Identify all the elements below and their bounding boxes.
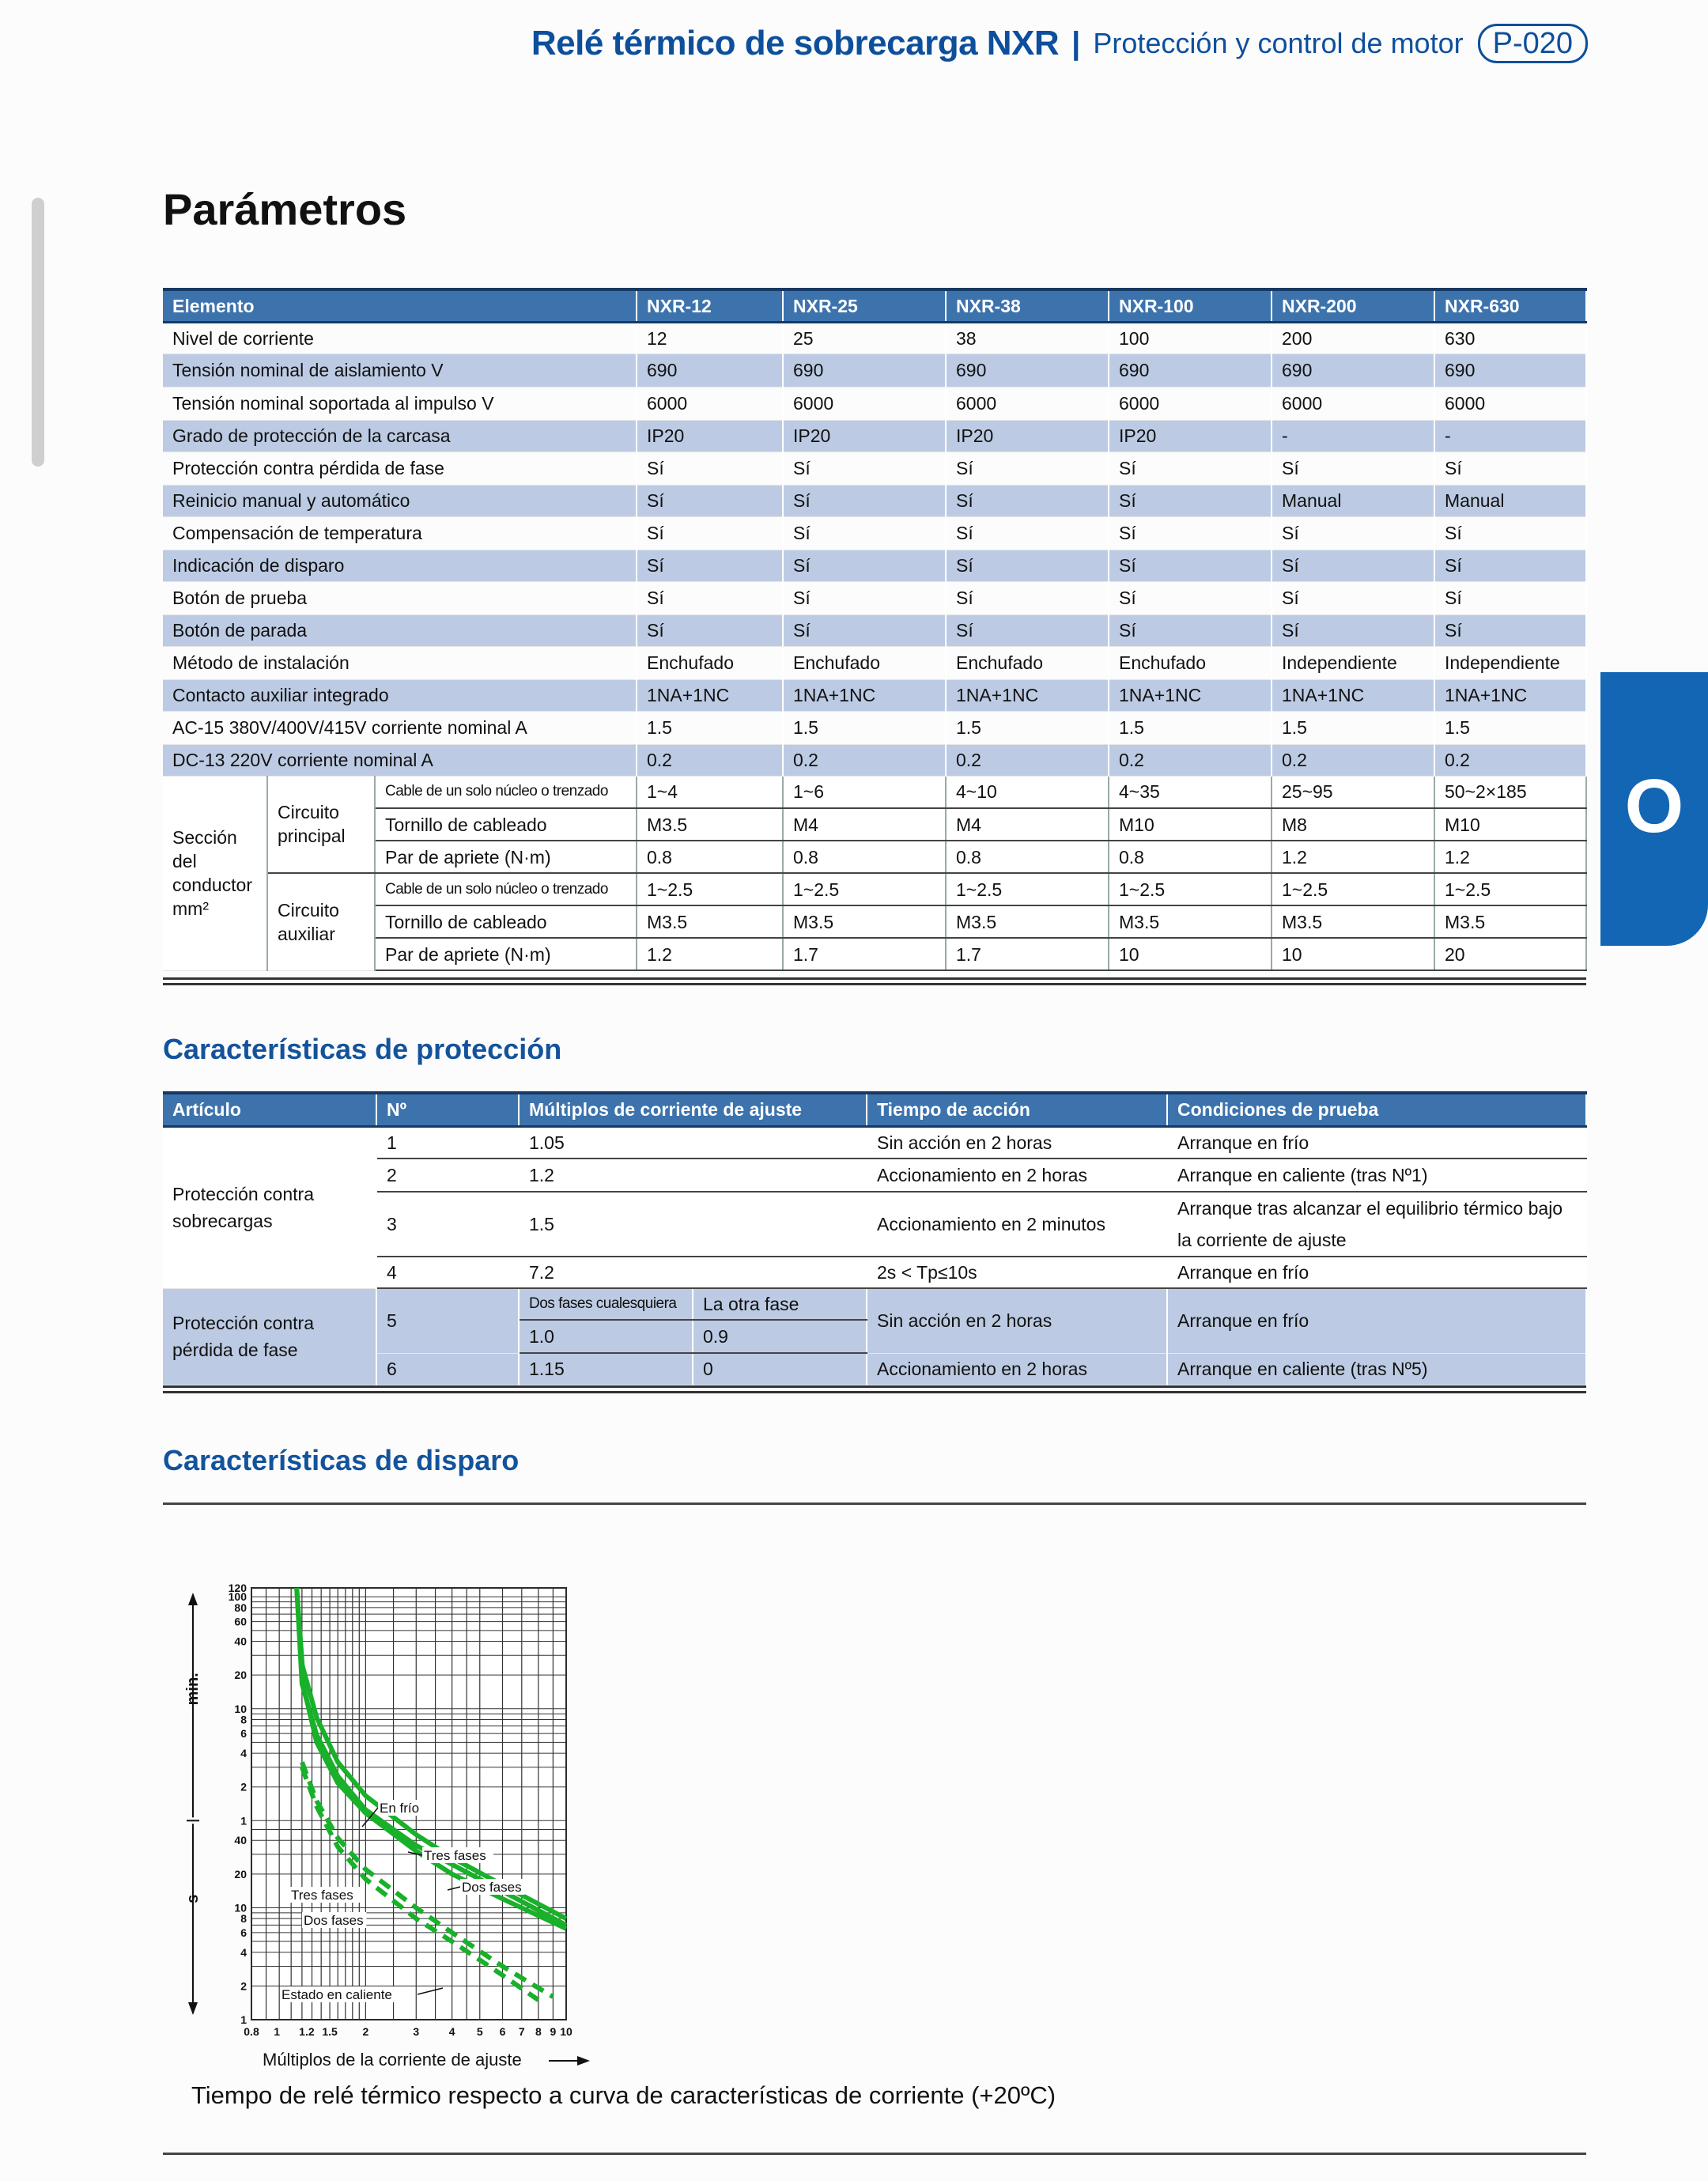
row-number: 3: [376, 1192, 519, 1257]
row-label: Botón de parada: [163, 614, 637, 646]
value-cell: Sí: [637, 614, 783, 646]
conductor-row-label: Cable de un solo núcleo o trenzado: [375, 873, 637, 905]
value-cell: 4~10: [946, 776, 1109, 808]
value-cell: M3.5: [946, 905, 1109, 938]
value-cell: M4: [783, 808, 946, 841]
value-cell: 1NA+1NC: [783, 679, 946, 711]
value-cell: Sí: [946, 550, 1109, 581]
conductor-row-label: Cable de un solo núcleo o trenzado: [375, 776, 637, 808]
value-cell: Sí: [783, 452, 946, 485]
value-cell: Sí: [1434, 452, 1586, 485]
group-label: Protección contra sobrecargas: [163, 1126, 376, 1288]
section-title-proteccion: Características de protección: [163, 1033, 562, 1065]
row-label: Compensación de temperatura: [163, 516, 637, 550]
row-label: AC-15 380V/400V/415V corriente nominal A: [163, 711, 637, 744]
x-tick-label: 3: [413, 2025, 420, 2038]
value-cell: 1~2.5: [783, 873, 946, 905]
section-rule: [163, 2153, 1586, 2155]
y-tick-label: 10: [234, 1702, 247, 1715]
up-arrow-icon: [188, 1593, 198, 1605]
row-label: Reinicio manual y automático: [163, 485, 637, 516]
test-condition-cell: Arranque en caliente (tras Nº1): [1167, 1159, 1586, 1192]
value-cell: 1.2: [1272, 841, 1434, 873]
value-cell: 25~95: [1272, 776, 1434, 808]
value-cell: Enchufado: [1109, 646, 1272, 679]
section-title-disparo: Características de disparo: [163, 1444, 520, 1476]
header-subtitle: Protección y control de motor: [1093, 27, 1464, 59]
value-cell: IP20: [1109, 420, 1272, 452]
value-cell: Sí: [946, 516, 1109, 550]
value-cell: Sí: [1109, 614, 1272, 646]
value-cell: 1NA+1NC: [946, 679, 1109, 711]
row-number: 6: [376, 1353, 519, 1385]
table-header-row: [163, 289, 1586, 322]
curve-annotation: Estado en caliente: [282, 1987, 392, 2002]
column-header: NXR-200: [1272, 289, 1434, 322]
multiplier-cell: 0.9: [693, 1320, 867, 1353]
value-cell: Sí: [637, 485, 783, 516]
curve-annotation: En frío: [380, 1801, 420, 1816]
value-cell: Enchufado: [637, 646, 783, 679]
header-title: Relé térmico de sobrecarga NXR: [531, 24, 1060, 62]
y-tick-label: 8: [240, 1912, 247, 1926]
table-end-rule: [163, 1385, 1586, 1393]
value-cell: Independiente: [1434, 646, 1586, 679]
row-number: 2: [376, 1159, 519, 1192]
y-tick-label: 6: [240, 1727, 247, 1741]
value-cell: IP20: [946, 420, 1109, 452]
value-cell: 0.2: [1434, 744, 1586, 776]
parameters-table: [163, 288, 1587, 971]
value-cell: 1.2: [637, 938, 783, 970]
value-cell: M8: [1272, 808, 1434, 841]
y-tick-label: 1: [240, 1814, 247, 1828]
x-tick-label: 10: [560, 2025, 572, 2038]
value-cell: 1~4: [637, 776, 783, 808]
action-time-cell: Sin acción en 2 horas: [867, 1126, 1167, 1159]
test-condition-cell: Arranque en frío: [1167, 1257, 1586, 1288]
column-header: NXR-630: [1434, 289, 1586, 322]
value-cell: 0.2: [637, 744, 783, 776]
table-row: [163, 1288, 1586, 1320]
test-condition-cell: Arranque en caliente (tras Nº5): [1167, 1353, 1586, 1385]
table-row: [163, 420, 1586, 452]
x-tick-label: 5: [476, 2025, 483, 2038]
value-cell: 1.5: [1434, 711, 1586, 744]
value-cell: M3.5: [783, 905, 946, 938]
curve-annotation: Tres fases: [291, 1888, 353, 1903]
table-end-rule: [163, 977, 1586, 985]
row-number: 4: [376, 1257, 519, 1288]
circuit-label: Circuito auxiliar: [267, 873, 375, 970]
action-time-cell: Accionamiento en 2 horas: [867, 1159, 1167, 1192]
y-tick-label: 40: [234, 1834, 247, 1847]
value-cell: 1~2.5: [637, 873, 783, 905]
y-tick-label: 120: [228, 1582, 247, 1594]
table-row: [163, 744, 1586, 776]
x-tick-label: 8: [535, 2025, 542, 2038]
value-cell: Sí: [1272, 516, 1434, 550]
value-cell: IP20: [783, 420, 946, 452]
row-label: Botón de prueba: [163, 581, 637, 614]
section-title-parametros: Parámetros: [163, 184, 407, 234]
value-cell: Independiente: [1272, 646, 1434, 679]
column-header: Tiempo de acción: [867, 1093, 1167, 1126]
table-row: [163, 614, 1586, 646]
value-cell: 1NA+1NC: [1109, 679, 1272, 711]
value-cell: 1.7: [783, 938, 946, 970]
value-cell: Enchufado: [783, 646, 946, 679]
value-cell: Sí: [783, 516, 946, 550]
header-separator: |: [1071, 25, 1081, 61]
value-cell: Sí: [637, 452, 783, 485]
scrollbar[interactable]: [32, 198, 44, 467]
table-row: [163, 452, 1586, 485]
conductor-row-label: Par de apriete (N·m): [375, 841, 637, 873]
column-header: NXR-25: [783, 289, 946, 322]
y-tick-label: 10: [234, 1901, 247, 1915]
table-row: [163, 516, 1586, 550]
table-row: [163, 841, 1586, 873]
table-row: [163, 387, 1586, 420]
table-header-row: [163, 1093, 1586, 1126]
multiplier-cell: 1.15: [519, 1353, 693, 1385]
value-cell: Sí: [783, 485, 946, 516]
value-cell: M10: [1109, 808, 1272, 841]
y-tick-label: 2: [240, 1979, 247, 1993]
test-condition-cell: Arranque en frío: [1167, 1126, 1586, 1159]
value-cell: 0.8: [637, 841, 783, 873]
row-label: Contacto auxiliar integrado: [163, 679, 637, 711]
column-header: Condiciones de prueba: [1167, 1093, 1586, 1126]
column-header: Artículo: [163, 1093, 376, 1126]
value-cell: 1~2.5: [1272, 873, 1434, 905]
column-header: NXR-38: [946, 289, 1109, 322]
value-cell: 1NA+1NC: [1434, 679, 1586, 711]
curve-annotation: Dos fases: [462, 1880, 522, 1895]
value-cell: M3.5: [1109, 905, 1272, 938]
value-cell: 690: [1434, 353, 1586, 387]
row-label: DC-13 220V corriente nominal A: [163, 744, 637, 776]
value-cell: 38: [946, 322, 1109, 353]
value-cell: Sí: [1272, 452, 1434, 485]
table-row: [163, 776, 1586, 808]
value-cell: M10: [1434, 808, 1586, 841]
y-tick-label: 20: [234, 1867, 247, 1880]
value-cell: 12: [637, 322, 783, 353]
value-cell: 200: [1272, 322, 1434, 353]
multiplier-cell: 1.2: [519, 1159, 867, 1192]
value-cell: 1.5: [1272, 711, 1434, 744]
value-cell: 1.5: [637, 711, 783, 744]
sub-header: La otra fase: [693, 1288, 867, 1320]
conductor-row-label: Par de apriete (N·m): [375, 938, 637, 970]
section-rule: [163, 1503, 1586, 1505]
value-cell: Sí: [783, 581, 946, 614]
value-cell: 1~2.5: [946, 873, 1109, 905]
value-cell: 10: [1272, 938, 1434, 970]
curve-annotation: Dos fases: [304, 1913, 364, 1928]
x-tick-label: 1.5: [322, 2025, 338, 2038]
column-header: Múltiplos de corriente de ajuste: [519, 1093, 867, 1126]
value-cell: Enchufado: [946, 646, 1109, 679]
row-number: 1: [376, 1126, 519, 1159]
value-cell: Sí: [1272, 614, 1434, 646]
circuit-label: Circuito principal: [267, 776, 375, 873]
value-cell: 1.5: [946, 711, 1109, 744]
value-cell: Sí: [1272, 581, 1434, 614]
value-cell: Sí: [1434, 516, 1586, 550]
table-row: [163, 873, 1586, 905]
group-label: Protección contra pérdida de fase: [163, 1288, 376, 1385]
value-cell: Sí: [1434, 550, 1586, 581]
column-header: Nº: [376, 1093, 519, 1126]
table-row: [163, 322, 1586, 353]
x-tick-label: 6: [499, 2025, 506, 2038]
table-row: [163, 353, 1586, 387]
table-row: [163, 711, 1586, 744]
value-cell: 20: [1434, 938, 1586, 970]
conductor-row-label: Tornillo de cableado: [375, 905, 637, 938]
value-cell: 0.2: [1109, 744, 1272, 776]
test-condition-line: Arranque tras alcanzar el equilibrio térmico bajo: [1177, 1198, 1563, 1219]
value-cell: 10: [1109, 938, 1272, 970]
value-cell: 1.2: [1434, 841, 1586, 873]
y-tick-label: 4: [240, 1945, 247, 1959]
value-cell: Manual: [1272, 485, 1434, 516]
value-cell: Sí: [637, 516, 783, 550]
column-header: NXR-12: [637, 289, 783, 322]
value-cell: 1NA+1NC: [1272, 679, 1434, 711]
x-tick-label: 1: [274, 2025, 281, 2038]
action-time-cell: 2s < Tp≤10s: [867, 1257, 1167, 1288]
conductor-section-label: Sección del conductor mm²: [163, 776, 267, 970]
value-cell: Sí: [783, 550, 946, 581]
table-row: [163, 646, 1586, 679]
column-header: NXR-100: [1109, 289, 1272, 322]
value-cell: Sí: [946, 581, 1109, 614]
x-tick-label: 7: [518, 2025, 525, 2038]
row-label: Protección contra pérdida de fase: [163, 452, 637, 485]
value-cell: 1~6: [783, 776, 946, 808]
value-cell: M3.5: [1272, 905, 1434, 938]
table-row: [163, 679, 1586, 711]
value-cell: 0.2: [946, 744, 1109, 776]
row-label: Indicación de disparo: [163, 550, 637, 581]
value-cell: Sí: [946, 614, 1109, 646]
value-cell: 1.5: [783, 711, 946, 744]
table-row: [163, 1159, 1586, 1192]
y-tick-label: 4: [240, 1747, 247, 1760]
multiplier-cell: 0: [693, 1353, 867, 1385]
x-tick-label: 4: [448, 2025, 455, 2038]
x-tick-label: 2: [362, 2025, 369, 2038]
value-cell: Sí: [946, 485, 1109, 516]
trip-characteristic-chart: [158, 1574, 601, 2080]
multiplier-cell: 1.05: [519, 1126, 867, 1159]
value-cell: Manual: [1434, 485, 1586, 516]
value-cell: Sí: [637, 550, 783, 581]
table-row: [163, 485, 1586, 516]
value-cell: Sí: [1109, 452, 1272, 485]
down-arrow-icon: [188, 2002, 198, 2015]
value-cell: 6000: [783, 387, 946, 420]
action-time-cell: Sin acción en 2 horas: [867, 1288, 1167, 1353]
table-row: [163, 1353, 1586, 1385]
y-tick-label: 20: [234, 1669, 247, 1682]
x-axis-label: Múltiplos de la corriente de ajuste: [263, 2050, 522, 2069]
page-number-badge: P-020: [1478, 24, 1588, 63]
value-cell: 0.8: [1109, 841, 1272, 873]
row-label: Tensión nominal soportada al impulso V: [163, 387, 637, 420]
value-cell: 690: [783, 353, 946, 387]
table-row: [163, 550, 1586, 581]
y-tick-label: 60: [234, 1615, 247, 1628]
value-cell: 6000: [1434, 387, 1586, 420]
value-cell: Sí: [1109, 581, 1272, 614]
y-tick-label: 2: [240, 1780, 247, 1794]
y-tick-label: 1: [240, 2013, 247, 2026]
x-tick-label: 0.8: [244, 2025, 259, 2038]
row-label: Nivel de corriente: [163, 322, 637, 353]
multiplier-cell: 1.0: [519, 1320, 693, 1353]
column-header: Elemento: [163, 289, 637, 322]
value-cell: 0.2: [1272, 744, 1434, 776]
y-tick-label: 6: [240, 1926, 247, 1939]
value-cell: Sí: [783, 614, 946, 646]
value-cell: 6000: [637, 387, 783, 420]
value-cell: 0.2: [783, 744, 946, 776]
value-cell: 25: [783, 322, 946, 353]
table-row: [163, 938, 1586, 970]
test-condition-line: la corriente de ajuste: [1177, 1230, 1347, 1250]
value-cell: Sí: [1109, 550, 1272, 581]
value-cell: -: [1434, 420, 1586, 452]
value-cell: 6000: [1272, 387, 1434, 420]
value-cell: 6000: [946, 387, 1109, 420]
action-time-cell: Accionamiento en 2 minutos: [867, 1192, 1167, 1257]
value-cell: M4: [946, 808, 1109, 841]
row-label: Tensión nominal de aislamiento V: [163, 353, 637, 387]
value-cell: Sí: [637, 581, 783, 614]
row-label: Método de instalación: [163, 646, 637, 679]
value-cell: 4~35: [1109, 776, 1272, 808]
value-cell: 6000: [1109, 387, 1272, 420]
value-cell: M3.5: [637, 808, 783, 841]
table-row: [163, 905, 1586, 938]
value-cell: 50~2×185: [1434, 776, 1586, 808]
conductor-row-label: Tornillo de cableado: [375, 808, 637, 841]
value-cell: 690: [946, 353, 1109, 387]
value-cell: 630: [1434, 322, 1586, 353]
value-cell: 100: [1109, 322, 1272, 353]
value-cell: M3.5: [1434, 905, 1586, 938]
value-cell: Sí: [1272, 550, 1434, 581]
value-cell: 0.8: [946, 841, 1109, 873]
value-cell: IP20: [637, 420, 783, 452]
test-condition-cell: [1167, 1192, 1586, 1257]
x-tick-label: 1.2: [299, 2025, 315, 2038]
table-row: [163, 1192, 1586, 1257]
value-cell: 1~2.5: [1434, 873, 1586, 905]
sub-header: Dos fases cualesquiera: [519, 1288, 693, 1320]
y-tick-label: 40: [234, 1635, 247, 1648]
value-cell: 0.8: [783, 841, 946, 873]
value-cell: 1.7: [946, 938, 1109, 970]
y-tick-label: 80: [234, 1601, 247, 1614]
value-cell: 1.5: [1109, 711, 1272, 744]
table-row: [163, 581, 1586, 614]
value-cell: M3.5: [637, 905, 783, 938]
chart-caption: Tiempo de relé térmico respecto a curva de características de corriente (+20ºC): [191, 2081, 1056, 2109]
value-cell: Sí: [1434, 614, 1586, 646]
section-side-tab: [1600, 672, 1708, 946]
page-header: [531, 24, 1588, 63]
table-row: [163, 1126, 1586, 1159]
right-arrow-icon: [577, 2056, 590, 2066]
curve-annotation: Tres fases: [424, 1848, 486, 1863]
row-label: Grado de protección de la carcasa: [163, 420, 637, 452]
value-cell: 1~2.5: [1109, 873, 1272, 905]
value-cell: Sí: [1434, 581, 1586, 614]
value-cell: 1NA+1NC: [637, 679, 783, 711]
x-tick-label: 9: [550, 2025, 557, 2038]
multiplier-cell: 1.5: [519, 1192, 867, 1257]
value-cell: -: [1272, 420, 1434, 452]
row-number: 5: [376, 1288, 519, 1353]
action-time-cell: Accionamiento en 2 horas: [867, 1353, 1167, 1385]
y-unit-minutes: min.: [184, 1673, 202, 1706]
value-cell: Sí: [1109, 516, 1272, 550]
value-cell: 690: [637, 353, 783, 387]
test-condition-cell: Arranque en frío: [1167, 1288, 1586, 1353]
table-row: [163, 808, 1586, 841]
y-tick-label: 8: [240, 1713, 247, 1726]
y-tick-label: 100: [228, 1590, 247, 1604]
side-tab-letter: O: [1624, 764, 1684, 849]
value-cell: 690: [1109, 353, 1272, 387]
value-cell: Sí: [1109, 485, 1272, 516]
protection-table: [163, 1091, 1587, 1385]
multiplier-cell: 7.2: [519, 1257, 867, 1288]
y-unit-seconds: s: [184, 1894, 202, 1903]
value-cell: Sí: [946, 452, 1109, 485]
table-row: [163, 1257, 1586, 1288]
value-cell: 690: [1272, 353, 1434, 387]
